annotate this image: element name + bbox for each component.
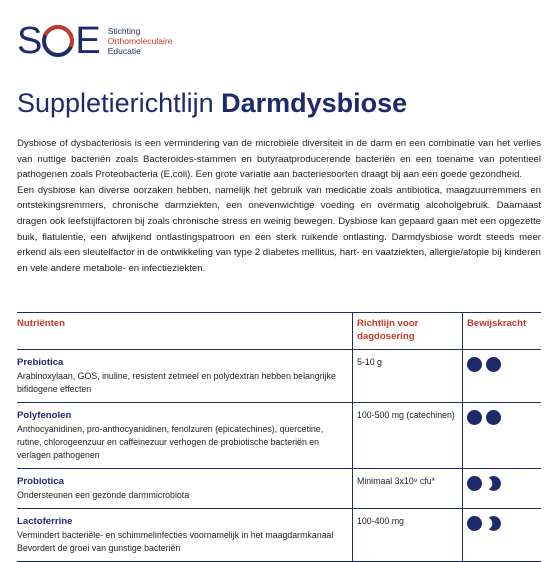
nutrient-description: Vermindert bacteriële- en schimmelinfecties voornamelijk in het maagdarmkanaal Bevordert de groei van gunstige bacteriën [17, 530, 334, 553]
table-row [17, 509, 541, 562]
evidence-crescent-icon [486, 516, 501, 531]
dosage-cell [352, 403, 462, 468]
dosage-value: 100-400 mg [357, 516, 404, 526]
nutrient-name: Prebiotica [17, 357, 64, 368]
dosage-value: Minimaal 3x10⁹ cfu* [357, 476, 436, 486]
evidence-rating [467, 476, 541, 491]
logo-circle-icon [42, 25, 74, 57]
nutrient-name: Polyfenolen [17, 410, 72, 421]
nutrient-cell [17, 509, 352, 561]
evidence-full-circle-icon [486, 410, 501, 425]
page-title [17, 88, 407, 119]
evidence-cell [462, 403, 541, 468]
header-dosage: Richtlijn voor dagdosering [352, 313, 462, 349]
evidence-rating [467, 410, 541, 425]
nutrient-description: Anthocyanidinen, pro-anthocyanidinen, fenolzuren (epicatechines), quercetine, rutine, chlorogeenzuur en caffeinezuur verhogen de probiotische bacteriën en verlagen pathogenen [17, 424, 324, 460]
logo-text [108, 26, 173, 56]
logo-line-1: Stichting [107, 26, 141, 36]
nutrient-cell [17, 350, 352, 402]
logo-mark [17, 22, 100, 60]
intro-text [17, 136, 541, 276]
evidence-full-circle-icon [467, 476, 482, 491]
evidence-crescent-icon [486, 476, 501, 491]
table-row [17, 403, 541, 469]
evidence-cell [462, 350, 541, 402]
table-row [17, 469, 541, 509]
evidence-cell [462, 509, 541, 561]
title-bold: Darmdysbiose [221, 88, 408, 118]
evidence-cell [462, 469, 541, 508]
table-body [17, 350, 541, 562]
evidence-full-circle-icon [467, 516, 482, 531]
evidence-rating [467, 357, 541, 372]
logo-line-2: Orthomoleculaire [107, 36, 173, 46]
dosage-value: 5-10 g [357, 357, 382, 367]
evidence-full-circle-icon [467, 410, 482, 425]
header-nutrients: Nutriënten [17, 318, 65, 329]
evidence-full-circle-icon [486, 357, 501, 372]
logo-letter-e: E [75, 20, 100, 62]
evidence-full-circle-icon [467, 357, 482, 372]
intro-paragraph-1: Dysbiose of dysbacteriosis is een vermindering van de microbiële diversiteit in de darm en een combinatie van het verlies van nuttige bacteriën zoals Bacteroides-stammen en butyraatproducerende bacteriën en een toename van potentieel pathogenen zoals Proteobacteria (E.coli). Een grote variatie aan bacteriesoorten draagt bij aan een goede gezondheid. [17, 138, 541, 181]
nutrient-description: Ondersteunen een gezonde darmmicrobiota [17, 490, 190, 500]
intro-paragraph-2: Een dysbiose kan diverse oorzaken hebben, namelijk het gebruik van medicatie zoals antibiotica, maagzuurremmers en ontstekingsremmers, chronische darmziekten, een onevenwichtige voeding en overmatig alcoholgebruik. Daarnaast dragen ook leefstijlfactoren bij zoals chronische stress en weinig bewegen. Dysbiose kan gepaard gaan met een opgezette buik, flatulentie, een afwijkend ontlastingspatroon en een sterk ruikende ontlasting. Darmdysbiose wordt steeds meer erkend als een sleutelfactor in de ontwikkeling van type 2 diabetes mellitus, hart- en vaatziekten, allergie/atopie bij kinderen en vele andere metabole- en infectieziekten. [17, 184, 541, 274]
dosage-value: 100-500 mg (catechinen) [357, 410, 455, 420]
nutrient-name: Lactoferrine [17, 516, 73, 527]
table-row [17, 350, 541, 403]
nutrient-cell [17, 469, 352, 508]
nutrient-description: Arabinoxylaan, GOS, inuline, resistent zetmeel en polydextran hebben belangrijke bifidogene effecten [17, 371, 336, 394]
dosage-cell [352, 509, 462, 561]
soe-logo [17, 22, 172, 60]
evidence-rating [467, 516, 541, 531]
nutrient-name: Probiotica [17, 476, 64, 487]
title-light: Suppletierichtlijn [17, 88, 222, 118]
table-header-row [17, 313, 541, 350]
nutrient-cell [17, 403, 352, 468]
logo-letter-s: S [17, 20, 42, 62]
dosage-cell [352, 350, 462, 402]
header-evidence: Bewijskracht [462, 313, 541, 349]
dosage-cell [352, 469, 462, 508]
logo-line-3: Educatie [107, 46, 141, 56]
nutrient-table [17, 312, 541, 562]
